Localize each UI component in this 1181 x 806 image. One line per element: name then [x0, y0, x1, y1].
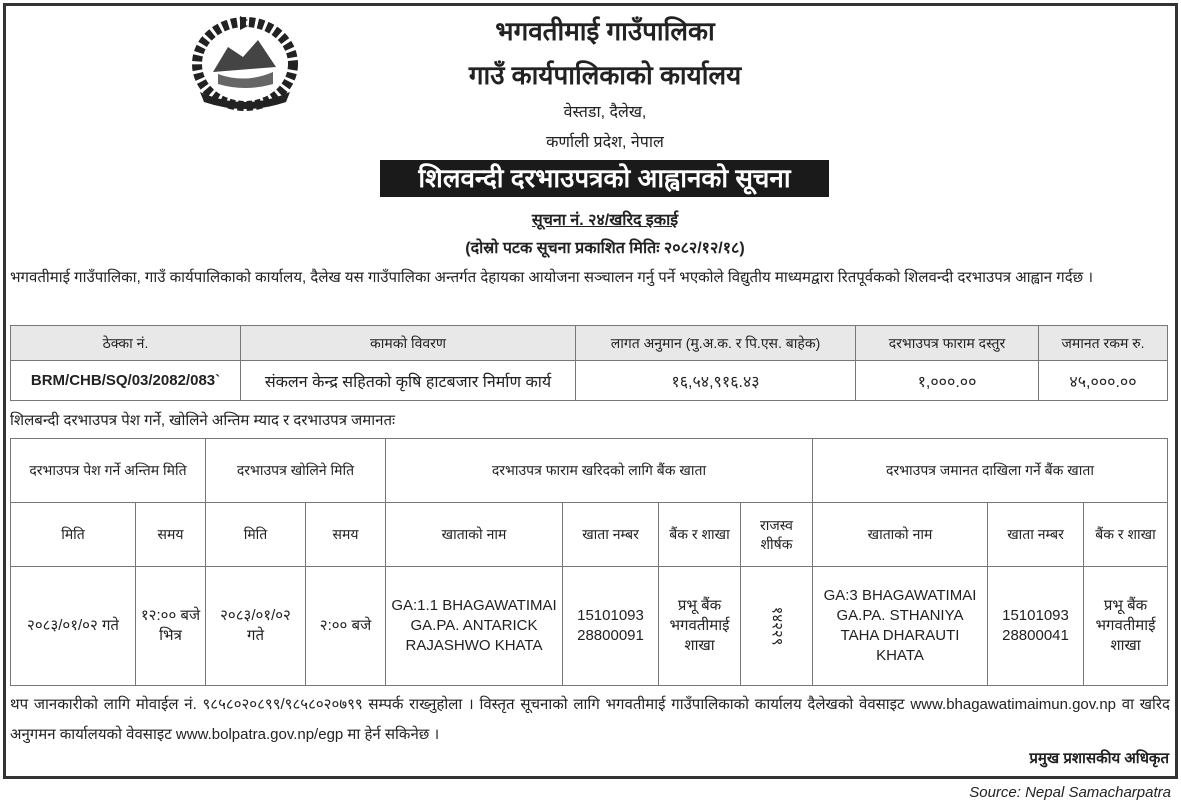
- column-header: मिति: [11, 503, 136, 567]
- security-amount: ४५,०००.००: [1039, 361, 1168, 401]
- form-account-name: GA:1.1 BHAGAWATIMAI GA.PA. ANTARICK RAJASHWO KHATA: [386, 567, 563, 686]
- column-header: बैंक र शाखा: [1084, 503, 1168, 567]
- form-fee: १,०००.००: [856, 361, 1039, 401]
- signature-title: प्रमुख प्रशासकीय अधिकृत: [1029, 750, 1169, 767]
- deposit-bank-branch: प्रभू बैंक भगवतीमाई शाखा: [1084, 567, 1168, 686]
- publish-date: (दोस्रो पटक सूचना प्रकाशित मितिः २०८२/१२/१८): [465, 240, 745, 257]
- revenue-heading-cell: [741, 567, 813, 686]
- column-header: खाता नम्बर: [988, 503, 1084, 567]
- opening-time: २:०० बजे: [306, 567, 386, 686]
- column-header: ठेक्का नं.: [11, 326, 241, 361]
- deadline-bank-table: [10, 438, 1168, 686]
- cost-estimate: १६,५४,९१६.४३: [576, 361, 856, 401]
- column-header: खाताको नाम: [813, 503, 988, 567]
- form-bank-branch: प्रभू बैंक भगवतीमाई शाखा: [659, 567, 741, 686]
- group-header-row: [11, 439, 1168, 503]
- column-header: लागत अनुमान (मु.अ.क. र पि.एस. बाहेक): [576, 326, 856, 361]
- column-header: बैंक र शाखा: [659, 503, 741, 567]
- column-header: दरभाउपत्र फाराम दस्तुर: [856, 326, 1039, 361]
- deposit-account-number: 15101093 28800041: [988, 567, 1084, 686]
- table-header-row: [11, 326, 1168, 361]
- deposit-account-name: GA:3 BHAGAWATIMAI GA.PA. STHANIYA TAHA DHARAUTI KHATA: [813, 567, 988, 686]
- address-line-2: कर्णाली प्रदेश, नेपाल: [546, 134, 664, 151]
- municipality-name: भगवतीमाई गाउँपालिका: [495, 16, 715, 46]
- intro-paragraph: भगवतीमाई गाउँपालिका, गाउँ कार्यपालिकाको कार्यालय, दैलेख यस गाउँपालिका अन्तर्गत देहायका आयोजना सञ्चालन गर्नु पर्ने भएकोले विद्युतीय माध्यमद्वारा रितपूर्वकको शिलवन्दी दरभाउपत्र आह्वान गर्दछ ।: [10, 269, 1094, 286]
- column-header: समय: [306, 503, 386, 567]
- address-line-1: वेस्तडा, दैलेख,: [563, 104, 647, 121]
- opening-date: २०८३/०१/०२ गते: [206, 567, 306, 686]
- footer-paragraph: थप जानकारीको लागि मोवाईल नं. ९८५८०२०८९९/९८५८०२०७९९ सम्पर्क राख्नुहोला । विस्तृत सूचनाको लागि भगवतीमाई गाउँपालिकाको कार्यालय दैलेखको वेवसाइट www.bhagawatimaimun.gov.np वा खरिद अनुगमन कार्यालयको वेवसाइट www.bolpatra.gov.np/egp मा हेर्न सकिनेछ ।: [10, 696, 1170, 743]
- form-account-number: 15101093 28800091: [563, 567, 659, 686]
- group-header: दरभाउपत्र खोलिने मिति: [206, 439, 386, 503]
- column-header: समय: [136, 503, 206, 567]
- column-header: कामको विवरण: [241, 326, 576, 361]
- notice-number: सूचना नं. २४/खरिद इकाई: [531, 212, 679, 229]
- table-row: [11, 567, 1168, 686]
- work-description: संकलन केन्द्र सहितको कृषि हाटबजार निर्माण कार्य: [241, 361, 576, 401]
- column-header: जमानत रकम रु.: [1039, 326, 1168, 361]
- group-header: दरभाउपत्र फाराम खरिदको लागि बैंक खाता: [386, 439, 813, 503]
- column-header: खाता नम्बर: [563, 503, 659, 567]
- submission-date: २०८३/०१/०२ गते: [11, 567, 136, 686]
- office-name: गाउँ कार्यपालिकाको कार्यालय: [468, 60, 742, 90]
- contract-table: [10, 325, 1168, 401]
- column-header: खाताको नाम: [386, 503, 563, 567]
- nepal-emblem-icon: [188, 12, 302, 112]
- group-header: दरभाउपत्र जमानत दाखिला गर्ने बैंक खाता: [813, 439, 1168, 503]
- submission-time: १२:०० बजे भित्र: [136, 567, 206, 686]
- group-header: दरभाउपत्र पेश गर्ने अन्तिम मिति: [11, 439, 206, 503]
- table-row: [11, 361, 1168, 401]
- revenue-heading: १४२२९: [768, 606, 786, 646]
- contract-number: BRM/CHB/SQ/03/2082/083`: [11, 361, 241, 401]
- section-subtitle: शिलबन्दी दरभाउपत्र पेश गर्ने, खोलिने अन्तिम म्याद र दरभाउपत्र जमानतः: [10, 412, 396, 429]
- column-header: राजस्व शीर्षक: [741, 503, 813, 567]
- column-header: मिति: [206, 503, 306, 567]
- sub-header-row: [11, 503, 1168, 567]
- notice-title-banner: शिलवन्दी दरभाउपत्रको आह्वानको सूचना: [380, 160, 829, 197]
- source-credit: Source: Nepal Samacharpatra: [969, 784, 1171, 801]
